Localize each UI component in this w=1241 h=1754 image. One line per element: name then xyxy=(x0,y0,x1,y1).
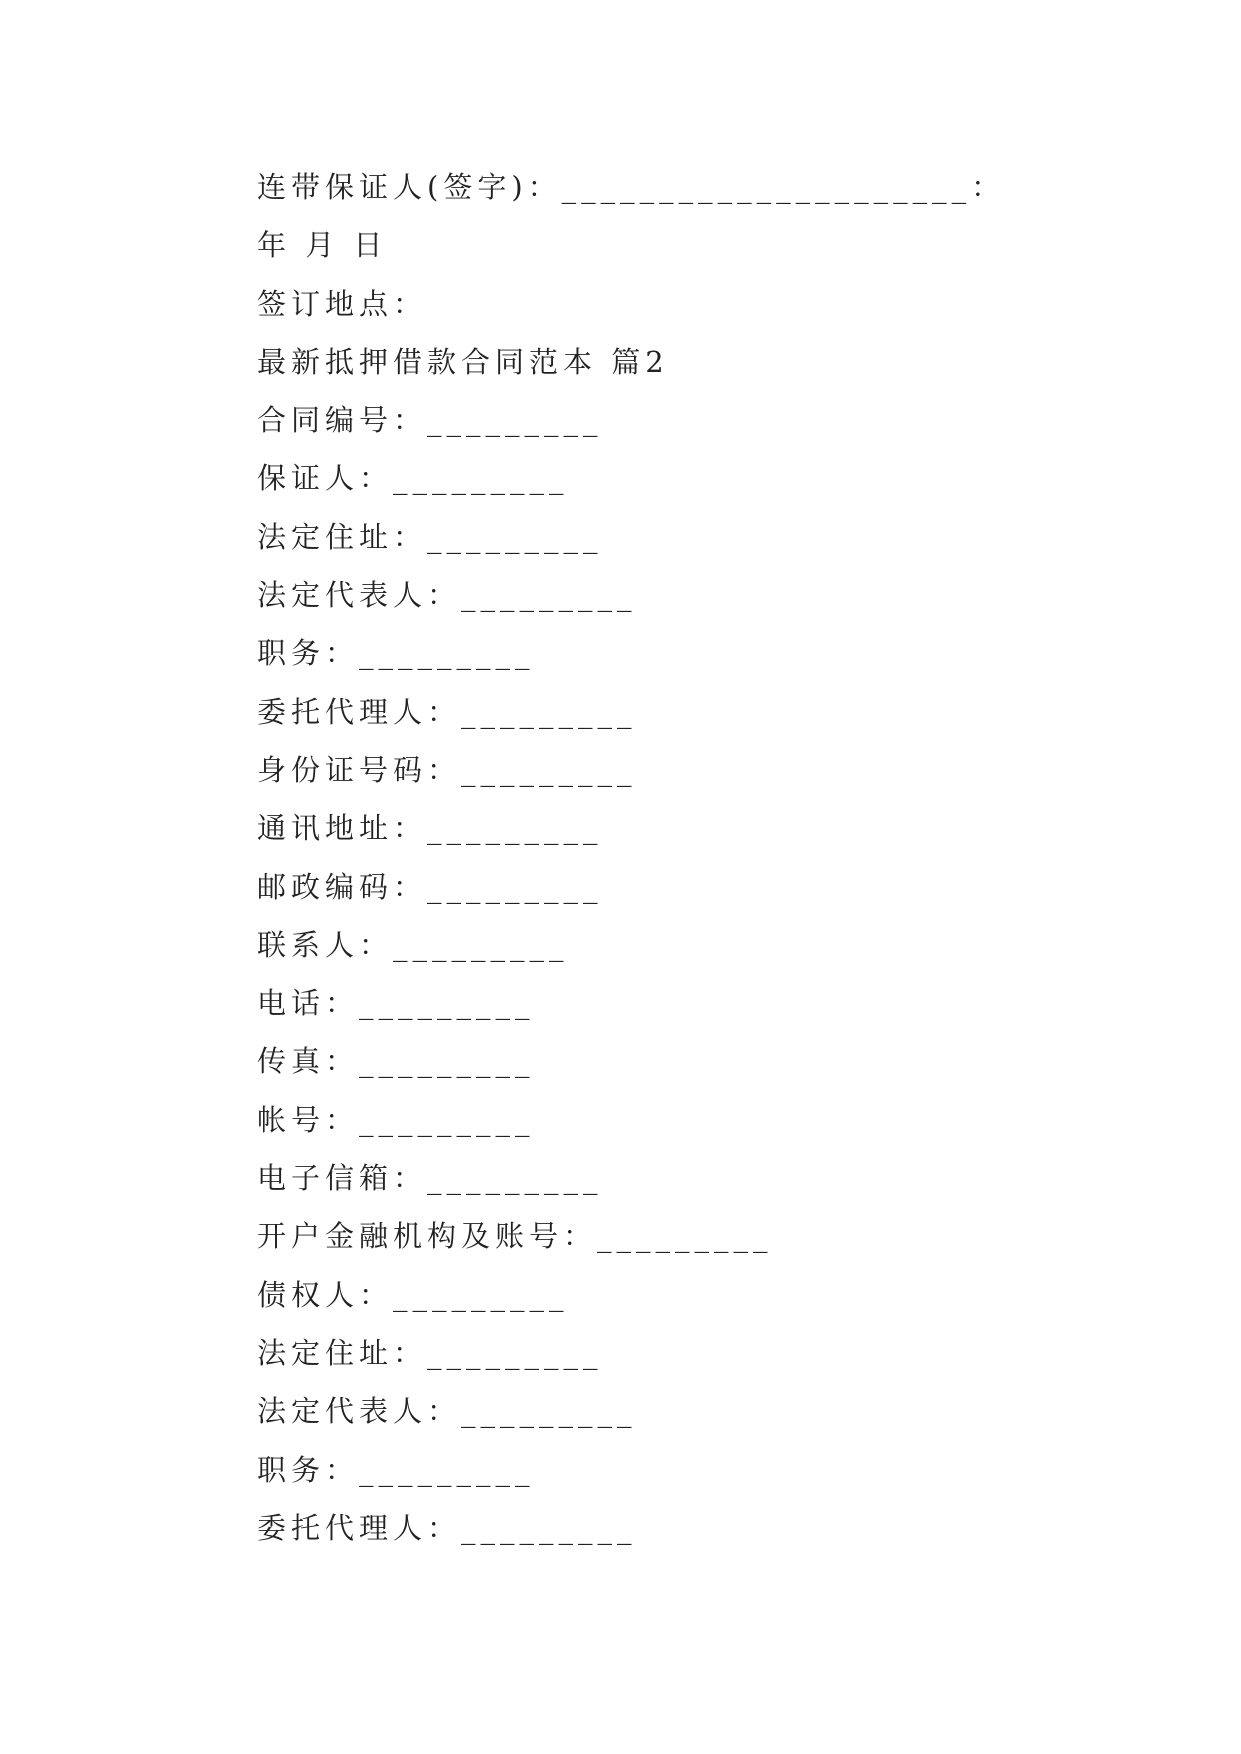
guarantor-field: 保证人：_________ xyxy=(257,461,569,496)
account-number-field: 帐号：_________ xyxy=(257,1102,535,1137)
id-number-field: 身份证号码：_________ xyxy=(257,752,637,787)
fax-field: 传真：_________ xyxy=(257,1044,535,1079)
legal-representative-field: 法定代表人：_________ xyxy=(257,578,637,613)
date-line: 年 月 日 xyxy=(257,228,388,263)
postal-code-field: 邮政编码：_________ xyxy=(257,869,603,904)
creditor-field: 债权人：_________ xyxy=(257,1277,569,1312)
bank-account-field: 开户金融机构及账号：_________ xyxy=(257,1219,773,1254)
phone-field: 电话：_________ xyxy=(257,986,535,1021)
document-body xyxy=(257,158,1017,1557)
legal-address-field: 法定住址：_________ xyxy=(257,519,603,554)
authorized-agent-field: 委托代理人：_________ xyxy=(257,694,637,729)
position-field: 职务：_________ xyxy=(257,636,535,671)
creditor-position-field: 职务：_________ xyxy=(257,1452,535,1487)
creditor-authorized-agent-field: 委托代理人：_________ xyxy=(257,1510,637,1545)
section-title: 最新抵押借款合同范本 篇2 xyxy=(257,344,669,379)
creditor-legal-address-field: 法定住址：_________ xyxy=(257,1335,603,1370)
signing-place-line: 签订地点： xyxy=(257,286,428,321)
contract-number-field: 合同编号：_________ xyxy=(257,403,603,438)
guarantor-signature-line: 连带保证人(签字)：_____________________： xyxy=(257,170,1006,204)
creditor-legal-representative-field: 法定代表人：_________ xyxy=(257,1394,637,1429)
mailing-address-field: 通讯地址：_________ xyxy=(257,811,603,846)
contact-person-field: 联系人：_________ xyxy=(257,927,569,962)
email-field: 电子信箱：_________ xyxy=(257,1161,603,1196)
